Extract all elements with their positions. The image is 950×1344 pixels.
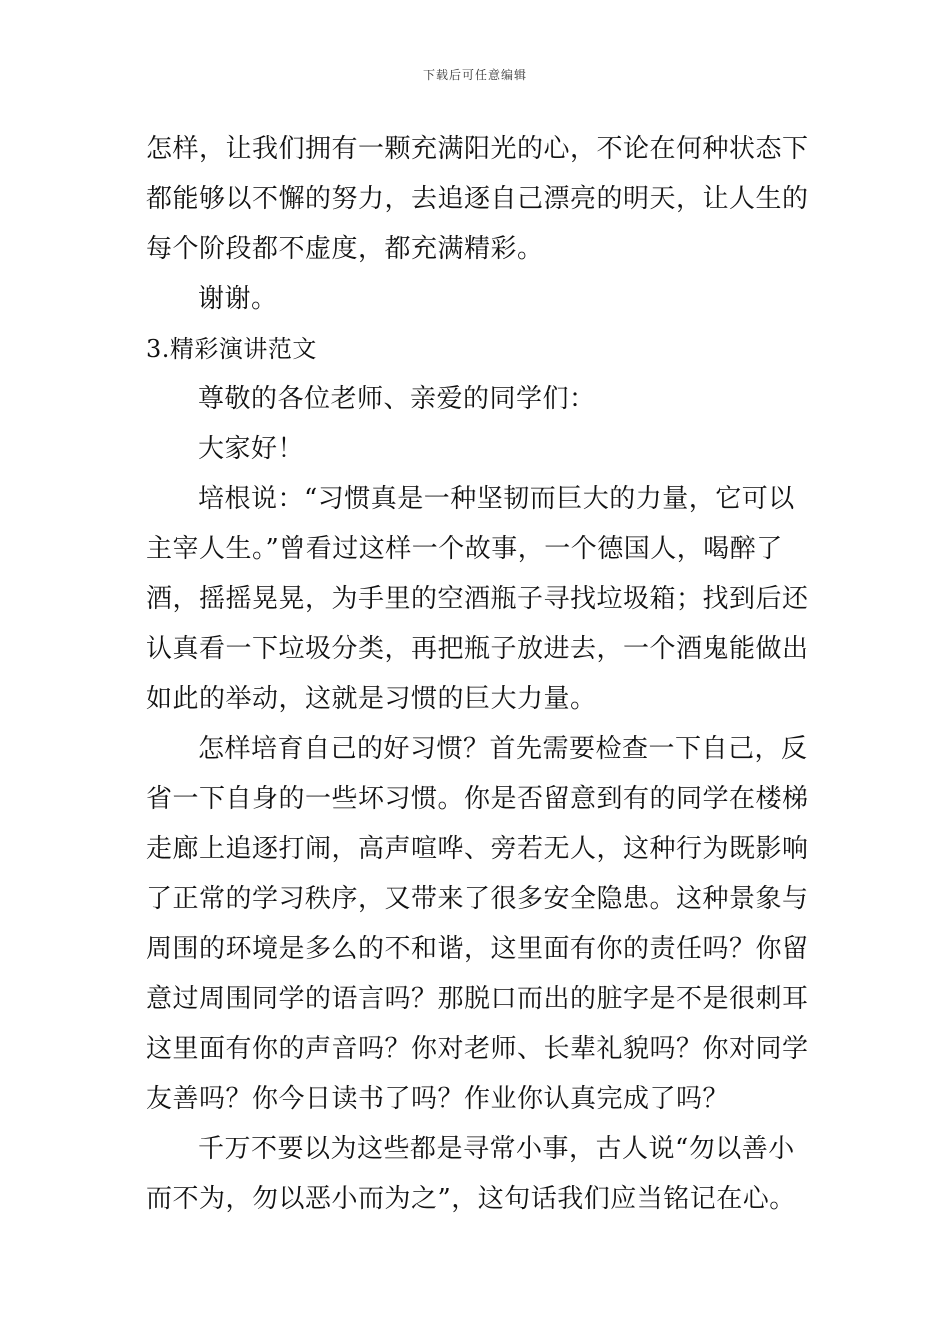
paragraph-line: 怎样，让我们拥有一颗充满阳光的心，不论在何种状态下 (146, 134, 809, 164)
document-body (146, 124, 816, 1224)
paragraph-line: 主宰人生。”曾看过这样一个故事，一个德国人，喝醉了 (146, 534, 783, 564)
paragraph-line: 走廊上追逐打闹，高声喧哗、旁若无人，这种行为既影响 (146, 834, 809, 864)
paragraph-line: 千万不要以为这些都是寻常小事，古人说“勿以善小 (198, 1134, 795, 1164)
paragraph-line: 了正常的学习秩序，又带来了很多安全隐患。这种景象与 (146, 884, 809, 914)
paragraph-line: 酒，摇摇晃晃，为手里的空酒瓶子寻找垃圾箱；找到后还 (146, 584, 809, 614)
page-header: 下载后可任意编辑 (422, 68, 527, 82)
paragraph-line: 培根说：“习惯真是一种坚韧而巨大的力量，它可以 (198, 484, 795, 514)
paragraph-line: 而不为，勿以恶小而为之”，这句话我们应当铭记在心。 (146, 1184, 796, 1214)
section-heading: 3.精彩演讲范文 (146, 335, 317, 363)
paragraph-line: 谢谢。 (198, 284, 278, 314)
paragraph-line: 如此的举动，这就是习惯的巨大力量。 (146, 684, 597, 714)
paragraph-line: 都能够以不懈的努力，去追逐自己漂亮的明天，让人生的 (146, 184, 809, 214)
paragraph-line: 省一下自身的一些坏习惯。你是否留意到有的同学在楼梯 (146, 784, 809, 814)
paragraph-line: 周围的环境是多么的不和谐，这里面有你的责任吗？你留 (146, 934, 809, 964)
paragraph-line: 友善吗？你今日读书了吗？作业你认真完成了吗？ (146, 1084, 730, 1114)
paragraph-line: 认真看一下垃圾分类，再把瓶子放进去，一个酒鬼能做出 (146, 634, 809, 664)
salutation-line: 尊敬的各位老师、亲爱的同学们： (198, 384, 596, 414)
paragraph-line: 每个阶段都不虚度，都充满精彩。 (146, 234, 544, 264)
paragraph-line: 怎样培育自己的好习惯？首先需要检查一下自己，反 (198, 734, 808, 764)
greeting-line: 大家好！ (198, 434, 305, 464)
paragraph-line: 这里面有你的声音吗？你对老师、长辈礼貌吗？你对同学 (146, 1034, 809, 1064)
paragraph-line: 意过周围同学的语言吗？那脱口而出的脏字是不是很刺耳 (146, 984, 809, 1014)
